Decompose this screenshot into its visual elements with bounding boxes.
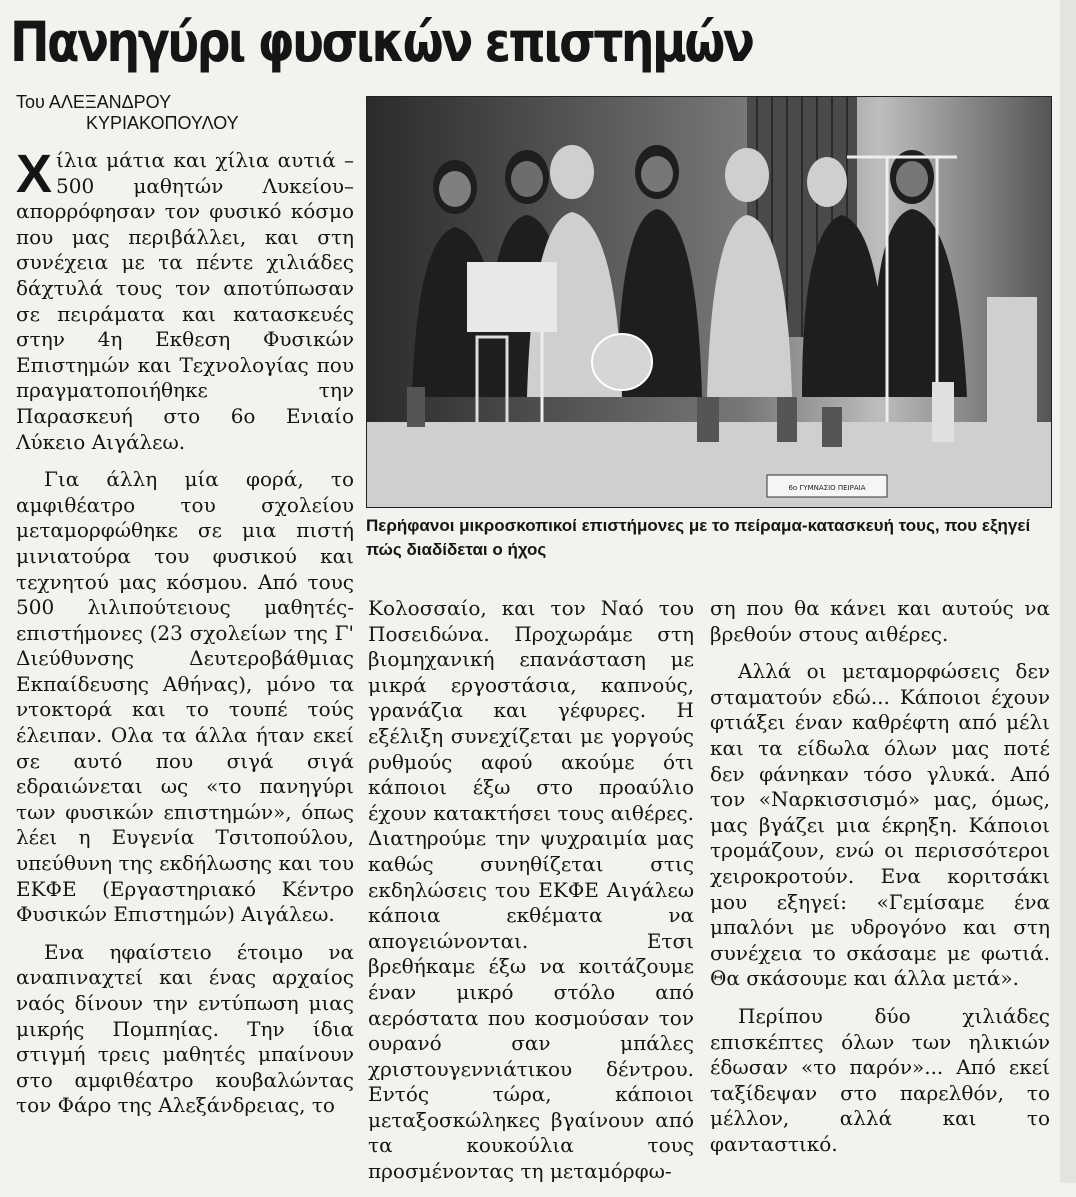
article-paragraph [16, 144, 354, 455]
page-title: Πανηγύρι φυσικών επιστημών [10, 10, 753, 74]
photo-caption: Περήφανοι μικροσκοπικοί επιστήμονες με το πείραμα-κατασκευή τους, που εξηγεί πώς διαδίδεται ο ήχος [366, 516, 1031, 559]
sign-board [467, 262, 557, 332]
article-column-2 [368, 596, 694, 1197]
article-paragraph: Για άλλη μία φορά, το αμφιθέατρο του σχολείου μεταμορφώθηκε σε μια πιστή μινιατούρα του φυσικού και τεχνητού μας κόσμου. Από τους 500 λιλιπούτειους μαθητές-επιστήμονες (23 σχολείων της Γ' Διεύθυνσης Δευτεροβάθμιας Εκπαίδευσης Αθήνας), μόνο τα ντοκτορά και το τουπέ τούς έλειπαν. Ολα τα άλλα ήταν εκεί σε αυτό που σιγά σιγά εδραιώνεται ως «το πανηγύρι των φυσικών επιστημών», όπως λέει η Ευγενία Τσιτοπούλου, υπεύθυνη της εκδήλωσης και του ΕΚΦΕ (Εργαστηριακό Κέντρο Φυσικών Επιστημών) Αιγάλεω. [16, 467, 354, 927]
school-sign-text: 6ο ΓΥΜΝΑΣΙΟ ΠΕΙΡΑΙΑ [788, 484, 866, 492]
article-paragraph: ση που θα κάνει και αυτούς να βρεθούν στους αιθέρες. [710, 596, 1050, 646]
glass-flask [592, 334, 652, 390]
byline-author: ΚΥΡΙΑΚΟΠΟΥΛΟΥ [86, 113, 239, 133]
byline-prefix: Του ΑΛΕΞΑΝΔΡΟΥ [16, 92, 172, 112]
byline [16, 92, 346, 134]
side-panel [987, 297, 1037, 427]
article-paragraph: Περίπου δύο χιλιάδες επισκέπτες όλων των ηλικιών έδωσαν «το παρόν»... Από εκεί ταξίδεψαν στο παρελθόν, το μέλλον, αλλά και το φανταστικό. [710, 1003, 1050, 1156]
paragraph-text: ίλια μάτια και χίλια αυτιά –500 μαθητών Λυκείου– απορρόφησαν τον φυσικό κόσμο που μας περιβάλλει, και στη συνέχεια με τα πέντε χιλιάδες δάχτυλά τους τον αποτύπωσαν σε πειράματα και κατασκευές στην 4η Εκθεση Φυσικών Επιστημών και Τεχνολογίας που πραγματοποιήθηκε την Παρασκευή στο 6ο Ενιαίο Λύκειο Αιγάλεω. [16, 148, 354, 454]
article-paragraph: Ενα ηφαίστειο έτοιμο να αναπιναχτεί και ένας αρχαίος ναός δίνουν την εντύπωση μιας μικρής Πομπηίας. Την ίδια στιγμή τρεις μαθητές μπαίνουν στο αμφιθέατρο κουβαλώντας τον Φάρο της Αλεξάνδρειας, το [16, 939, 354, 1118]
article-photo [366, 96, 1052, 508]
article-column-1 [16, 144, 354, 1131]
article-paragraph: Αλλά οι μεταμορφώσεις δεν σταματούν εδώ... Κάποιοι έχουν φτιάξει έναν καθρέφτη από μέλι και τα είδωλα όλων μας ποτέ δεν φάνηκαν τόσο γλυκά. Από τον «Ναρκισσισμό» μας, όμως, μας βγάζει μια έκρηξη. Κάποιοι τρομάζουν, ενώ οι περισσότεροι χειροκροτούν. Ενα κοριτσάκι μου εξηγεί: «Γεμίσαμε ένα μπαλόνι με υδρογόνο και στη συνέχεια το σκάσαμε με φωτιά. Θα σκάσουμε και άλλα μετά». [710, 659, 1050, 991]
drop-cap: Χ [16, 144, 53, 204]
article-column-3 [710, 596, 1050, 1169]
article-paragraph: Κολοσσαίο, και τον Ναό του Ποσειδώνα. Προχωράμε στη βιομηχανική επανάσταση με μικρά εργοστάσια, καπνούς, γρανάζια και γέφυρες. Η εξέλιξη συνεχίζεται με γοργούς ρυθμούς αφού ακούμε ότι κάποιοι έξω στο προαύλιο έχουν κατακτήσει τους αιθέρες. Διατηρούμε την ψυχραιμία μας καθώς συνηθίζεται στις εκδηλώσεις του ΕΚΦΕ Αιγάλεω κάποια εκθέματα να απογειώνονται. Ετσι βρεθήκαμε έξω να κοιτάζουμε έναν μικρό στόλο από αερόστατα που κοσμούσαν τον ουρανό σαν μπάλες χριστουγεννιάτικου δέντρου. Εντός τώρα, κάποιοι μεταξοσκώληκες βγαίνουν από τα κουκούλια τους προσμένοντας τη μεταμόρφω- [368, 596, 694, 1184]
page-edge [1060, 0, 1076, 1183]
